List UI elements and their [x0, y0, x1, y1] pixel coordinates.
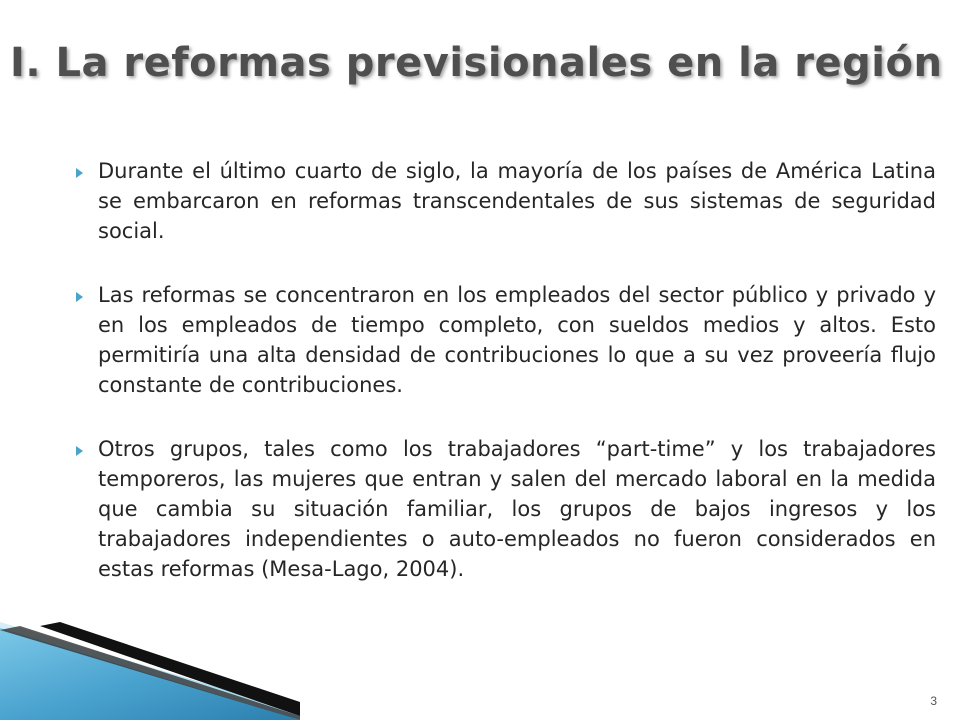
triangle-right-icon [76, 168, 83, 178]
bullet-item [76, 280, 936, 400]
corner-decoration [0, 560, 300, 720]
triangle-right-icon [76, 292, 83, 302]
bullet-item [76, 156, 936, 246]
bullet-list [76, 156, 936, 618]
triangle-right-icon [76, 446, 83, 456]
page-number: 3 [930, 694, 937, 708]
bullet-text: Durante el último cuarto de siglo, la mayoría de los países de América Latina se embarcaron en reformas transcendentales de sus sistemas de seguridad social. [98, 159, 936, 243]
bullet-text: Otros grupos, tales como los trabajadores “part-time” y los trabajadores temporeros, las mujeres que entran y salen del mercado laboral en la medida que cambia su situación familiar, los grupos de bajos ingresos y los trabajadores independientes o auto-empleados no fueron considerados en estas reformas (Mesa-Lago, 2004). [98, 437, 936, 581]
bullet-text: Las reformas se concentraron en los empleados del sector público y privado y en los empleados de tiempo completo, con sueldos medios y altos. Esto permitiría una alta densidad de contribuciones lo que a su vez proveería flujo constante de contribuciones. [98, 283, 936, 397]
slide-title: I. La reformas previsionales en la región [10, 40, 943, 86]
